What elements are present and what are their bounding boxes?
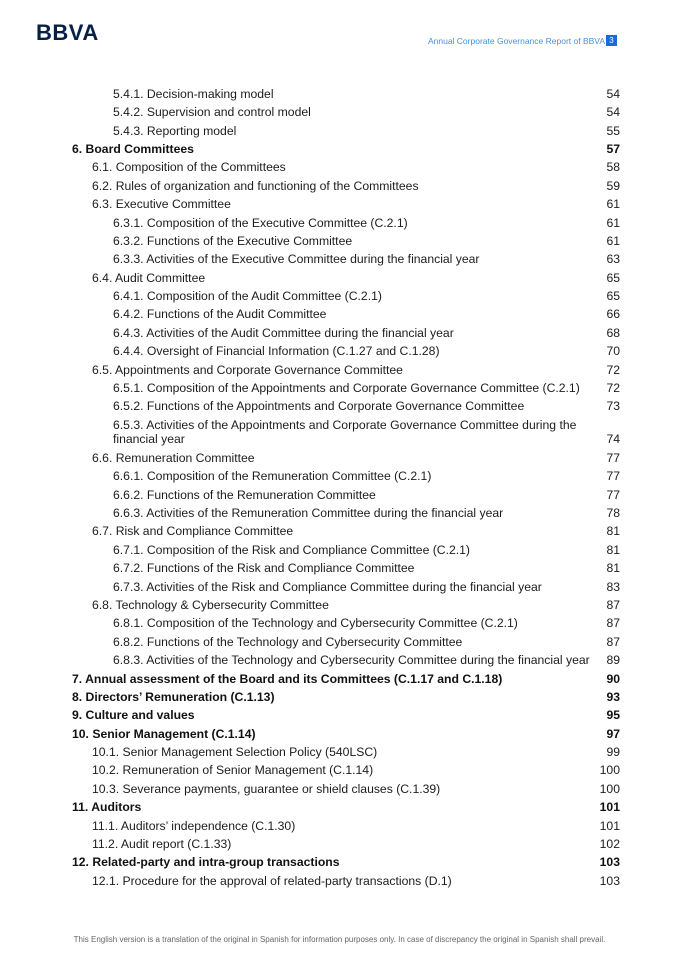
toc-entry-title: 5.4.3. Reporting model xyxy=(113,123,237,138)
toc-entry-title: 6.4.4. Oversight of Financial Information (C.1.27 and C.1.28) xyxy=(113,344,440,359)
toc-entry[interactable] xyxy=(72,833,620,851)
toc-entry-page: 97 xyxy=(606,726,620,741)
page-number: 3 xyxy=(606,35,617,46)
toc-entry-title: 6.7. Risk and Compliance Committee xyxy=(92,524,294,539)
toc-entry-title: 6.4.1. Composition of the Audit Committee (C.2.1) xyxy=(113,289,382,304)
toc-entry-title: 8. Directors’ Remuneration (C.1.13) xyxy=(72,689,275,704)
toc-entry-page: 65 xyxy=(606,289,620,304)
toc-entry[interactable] xyxy=(72,447,620,465)
toc-entry-title: 10.3. Severance payments, guarantee or shield clauses (C.1.39) xyxy=(92,781,441,796)
toc-entry[interactable] xyxy=(72,414,620,447)
toc-entry-page: 83 xyxy=(606,579,620,594)
toc-entry[interactable] xyxy=(72,396,620,414)
toc-entry[interactable] xyxy=(72,521,620,539)
toc-entry[interactable] xyxy=(72,484,620,502)
toc-entry-title: 10.2. Remuneration of Senior Management (C.1.14) xyxy=(92,763,374,778)
toc-entry-title: 5.4.2. Supervision and control model xyxy=(113,105,311,120)
toc-entry-page: 54 xyxy=(606,86,620,101)
toc-entry-title: 9. Culture and values xyxy=(72,708,195,723)
toc-entry[interactable] xyxy=(72,686,620,704)
toc-entry-title: 10. Senior Management (C.1.14) xyxy=(72,726,256,741)
toc-entry[interactable] xyxy=(72,230,620,248)
toc-entry-title: 6.6.2. Functions of the Remuneration Committee xyxy=(113,487,376,502)
toc-entry-page: 66 xyxy=(606,307,620,322)
toc-entry-page: 100 xyxy=(599,763,620,778)
toc-entry-title: 6.5.1. Composition of the Appointments and Corporate Governance Committee (C.2.1) xyxy=(113,381,580,396)
toc-entry-page: 95 xyxy=(606,708,620,723)
toc-entry-page: 72 xyxy=(606,362,620,377)
toc-entry[interactable] xyxy=(72,304,620,322)
toc-entry[interactable] xyxy=(72,539,620,557)
toc-entry-page: 101 xyxy=(599,818,620,833)
toc-entry-page: 101 xyxy=(599,800,620,815)
toc-entry-title: 6.8.2. Functions of the Technology and Cybersecurity Committee xyxy=(113,634,463,649)
toc-entry[interactable] xyxy=(72,267,620,285)
toc-entry-title: 6.3.2. Functions of the Executive Committee xyxy=(113,233,353,248)
footer-disclaimer: This English version is a translation of the original in Spanish for information purposes only. In case of discrepancy the original in Spanish shall prevail. xyxy=(73,935,606,944)
toc-entry-title: 6.6.1. Composition of the Remuneration Committee (C.2.1) xyxy=(113,469,432,484)
toc-entry-title: 6.2. Rules of organization and functioning of the Committees xyxy=(92,178,419,193)
toc-entry[interactable] xyxy=(72,631,620,649)
toc-entry[interactable] xyxy=(72,502,620,520)
report-title: Annual Corporate Governance Report of BBVA xyxy=(427,36,605,46)
toc-entry-page: 102 xyxy=(599,837,620,852)
toc-entry-title: 6.8.1. Composition of the Technology and Cybersecurity Committee (C.2.1) xyxy=(113,616,518,631)
toc-entry-page: 81 xyxy=(606,542,620,557)
toc-entry-title: 6.5. Appointments and Corporate Governance Committee xyxy=(92,362,403,377)
toc-entry-page: 77 xyxy=(606,487,620,502)
toc-entry-title: 7. Annual assessment of the Board and its Committees (C.1.17 and C.1.18) xyxy=(72,671,503,686)
toc-entry-page: 63 xyxy=(606,252,620,267)
toc-entry-title: 6.3.1. Composition of the Executive Committee (C.2.1) xyxy=(113,215,408,230)
toc-entry[interactable] xyxy=(72,796,620,814)
toc-entry-page: 74 xyxy=(606,432,620,447)
toc-entry-page: 78 xyxy=(606,505,620,520)
toc-entry-page: 87 xyxy=(606,616,620,631)
toc-entry[interactable] xyxy=(72,340,620,358)
toc-entry[interactable] xyxy=(72,613,620,631)
toc-entry[interactable] xyxy=(72,249,620,267)
bbva-logo-text: BBVA xyxy=(36,22,99,42)
toc-entry-page: 99 xyxy=(606,745,620,760)
toc-entry[interactable] xyxy=(72,668,620,686)
toc-entry-page: 58 xyxy=(606,160,620,175)
toc-entry-title: 10.1. Senior Management Selection Policy (540LSC) xyxy=(92,745,378,760)
toc-entry-page: 54 xyxy=(606,105,620,120)
toc-entry[interactable] xyxy=(72,741,620,759)
toc-entry-title: 6.6. Remuneration Committee xyxy=(92,450,255,465)
toc-entry-title: 11.2. Audit report (C.1.33) xyxy=(92,837,232,852)
toc-entry-page: 73 xyxy=(606,399,620,414)
toc-entry[interactable] xyxy=(72,120,620,138)
toc-entry[interactable] xyxy=(72,465,620,483)
toc-entry-page: 72 xyxy=(606,381,620,396)
toc-entry-page: 61 xyxy=(606,215,620,230)
toc-entry[interactable] xyxy=(72,557,620,575)
toc-entry-title: 6.3.3. Activities of the Executive Committee during the financial year xyxy=(113,252,480,267)
bbva-logo-mark xyxy=(36,22,114,42)
toc-entry-title: 6.6.3. Activities of the Remuneration Committee during the financial year xyxy=(113,505,504,520)
toc-entry-page: 81 xyxy=(606,561,620,576)
toc-entry-title: 6.4.2. Functions of the Audit Committee xyxy=(113,307,327,322)
toc-entry-title: 6.4. Audit Committee xyxy=(92,270,206,285)
toc-entry-page: 77 xyxy=(606,469,620,484)
toc-entry-page: 57 xyxy=(606,141,620,156)
toc-entry[interactable] xyxy=(72,359,620,377)
toc-entry-title: 6.5.2. Functions of the Appointments and Corporate Governance Committee xyxy=(113,399,525,414)
toc-entry-title: 5.4.1. Decision-making model xyxy=(113,86,274,101)
toc-entry-page: 81 xyxy=(606,524,620,539)
toc-entry[interactable] xyxy=(72,760,620,778)
toc-entry[interactable] xyxy=(72,576,620,594)
toc-entry-page: 61 xyxy=(606,233,620,248)
toc-entry[interactable] xyxy=(72,594,620,612)
toc-entry-title: 6. Board Committees xyxy=(72,141,194,156)
toc-entry[interactable] xyxy=(72,83,620,101)
toc-entry-page: 93 xyxy=(606,689,620,704)
toc-entry-page: 90 xyxy=(606,671,620,686)
table-of-contents xyxy=(72,83,620,888)
toc-entry-title: 11. Auditors xyxy=(72,800,142,815)
toc-entry-title: 11.1. Auditors’ independence (C.1.30) xyxy=(92,818,296,833)
toc-entry[interactable] xyxy=(72,101,620,119)
toc-entry[interactable] xyxy=(72,322,620,340)
toc-entry-page: 87 xyxy=(606,597,620,612)
toc-entry-title: 6.4.3. Activities of the Audit Committee during the financial year xyxy=(113,325,454,340)
toc-entry[interactable] xyxy=(72,212,620,230)
toc-entry-page: 87 xyxy=(606,634,620,649)
toc-entry-page: 61 xyxy=(606,197,620,212)
toc-entry-page: 100 xyxy=(599,781,620,796)
toc-entry[interactable] xyxy=(72,778,620,796)
toc-entry[interactable] xyxy=(72,649,620,667)
toc-entry[interactable] xyxy=(72,815,620,833)
toc-entry-page: 103 xyxy=(599,855,620,870)
toc-entry-page: 68 xyxy=(606,325,620,340)
toc-entry[interactable] xyxy=(72,723,620,741)
toc-entry[interactable] xyxy=(72,285,620,303)
toc-entry-page: 70 xyxy=(606,344,620,359)
toc-entry[interactable] xyxy=(72,138,620,156)
toc-entry[interactable] xyxy=(72,870,620,888)
toc-entry[interactable] xyxy=(72,704,620,722)
toc-entry-page: 59 xyxy=(606,178,620,193)
toc-entry-title: 6.1. Composition of the Committees xyxy=(92,160,286,175)
toc-entry-title: 6.7.1. Composition of the Risk and Compliance Committee (C.2.1) xyxy=(113,542,470,557)
toc-entry-page: 103 xyxy=(599,873,620,888)
toc-entry-page: 55 xyxy=(606,123,620,138)
toc-entry-title: 6.8.3. Activities of the Technology and Cybersecurity Committee during the financial year xyxy=(113,653,590,668)
toc-entry[interactable] xyxy=(72,175,620,193)
toc-entry[interactable] xyxy=(72,852,620,870)
toc-entry-title: 6.5.3. Activities of the Appointments and Corporate Governance Committee during the financial year xyxy=(113,417,577,447)
toc-entry-title: 6.7.2. Functions of the Risk and Compliance Committee xyxy=(113,561,415,576)
toc-entry-title: 12. Related-party and intra-group transactions xyxy=(72,855,340,870)
toc-entry[interactable] xyxy=(72,193,620,211)
toc-entry[interactable] xyxy=(72,377,620,395)
toc-entry-title: 6.3. Executive Committee xyxy=(92,197,231,212)
toc-entry-page: 89 xyxy=(606,653,620,668)
toc-entry-title: 6.8. Technology & Cybersecurity Committee xyxy=(92,597,329,612)
toc-entry-title: 6.7.3. Activities of the Risk and Compliance Committee during the financial year xyxy=(113,579,542,594)
toc-entry-title: 12.1. Procedure for the approval of related-party transactions (D.1) xyxy=(92,873,452,888)
toc-entry-page: 77 xyxy=(606,450,620,465)
bbva-logo xyxy=(36,22,114,47)
toc-entry[interactable] xyxy=(72,157,620,175)
toc-entry-page: 65 xyxy=(606,270,620,285)
